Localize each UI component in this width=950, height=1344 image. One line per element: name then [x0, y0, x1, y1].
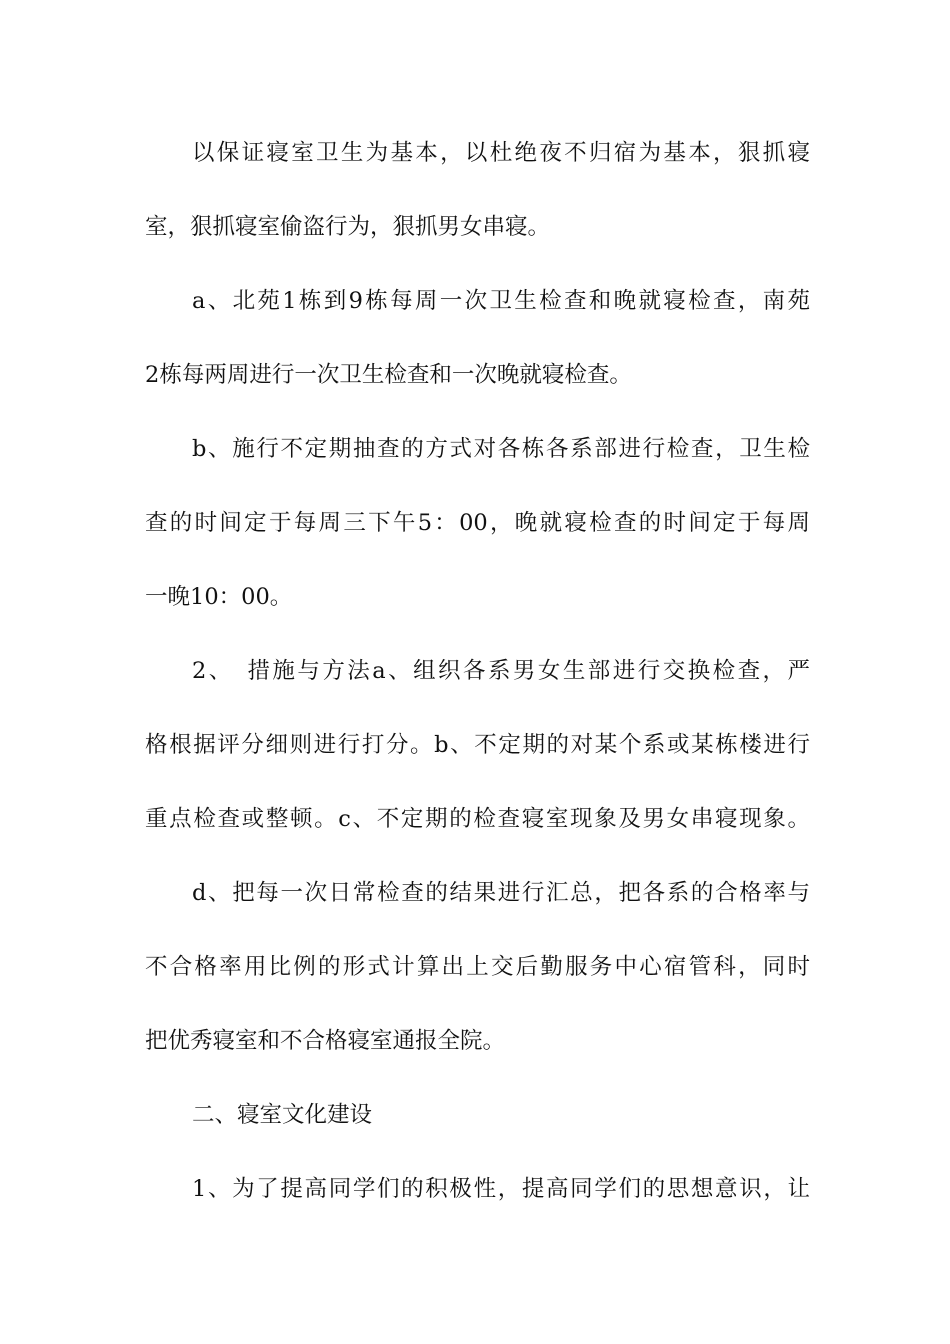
paragraph-line: 2栋每两周进行一次卫生检查和一次晚就寝检查。: [145, 362, 632, 388]
paragraph-line: 1、为了提高同学们的积极性，提高同学们的思想意识，让: [192, 1176, 810, 1202]
paragraph-line: b、施行不定期抽查的方式对各栋各系部进行检查，卫生检: [192, 436, 810, 462]
paragraph-line: a、北苑1栋到9栋每周一次卫生检查和晚就寝检查，南苑: [192, 288, 810, 314]
paragraph-line: d、把每一次日常检查的结果进行汇总，把各系的合格率与: [192, 880, 810, 906]
paragraph-line: 格根据评分细则进行打分。b、不定期的对某个系或某栋楼进行: [145, 732, 810, 758]
paragraph-line: 2、 措施与方法a、组织各系男女生部进行交换检查，严: [192, 658, 810, 684]
paragraph-line: 查的时间定于每周三下午5：00，晚就寝检查的时间定于每周: [145, 510, 810, 536]
paragraph-line: 把优秀寝室和不合格寝室通报全院。: [145, 1028, 506, 1054]
section-heading: 二、寝室文化建设: [192, 1102, 373, 1128]
paragraph-line: 以保证寝室卫生为基本，以杜绝夜不归宿为基本，狠抓寝: [192, 140, 810, 166]
paragraph-line: 不合格率用比例的形式计算出上交后勤服务中心宿管科，同时: [145, 954, 810, 980]
paragraph-line: 室，狠抓寝室偷盗行为，狠抓男女串寝。: [145, 214, 551, 240]
paragraph-line: 重点检查或整顿。c、不定期的检查寝室现象及男女串寝现象。: [145, 806, 810, 832]
paragraph-line: 一晚10：00。: [145, 584, 293, 610]
